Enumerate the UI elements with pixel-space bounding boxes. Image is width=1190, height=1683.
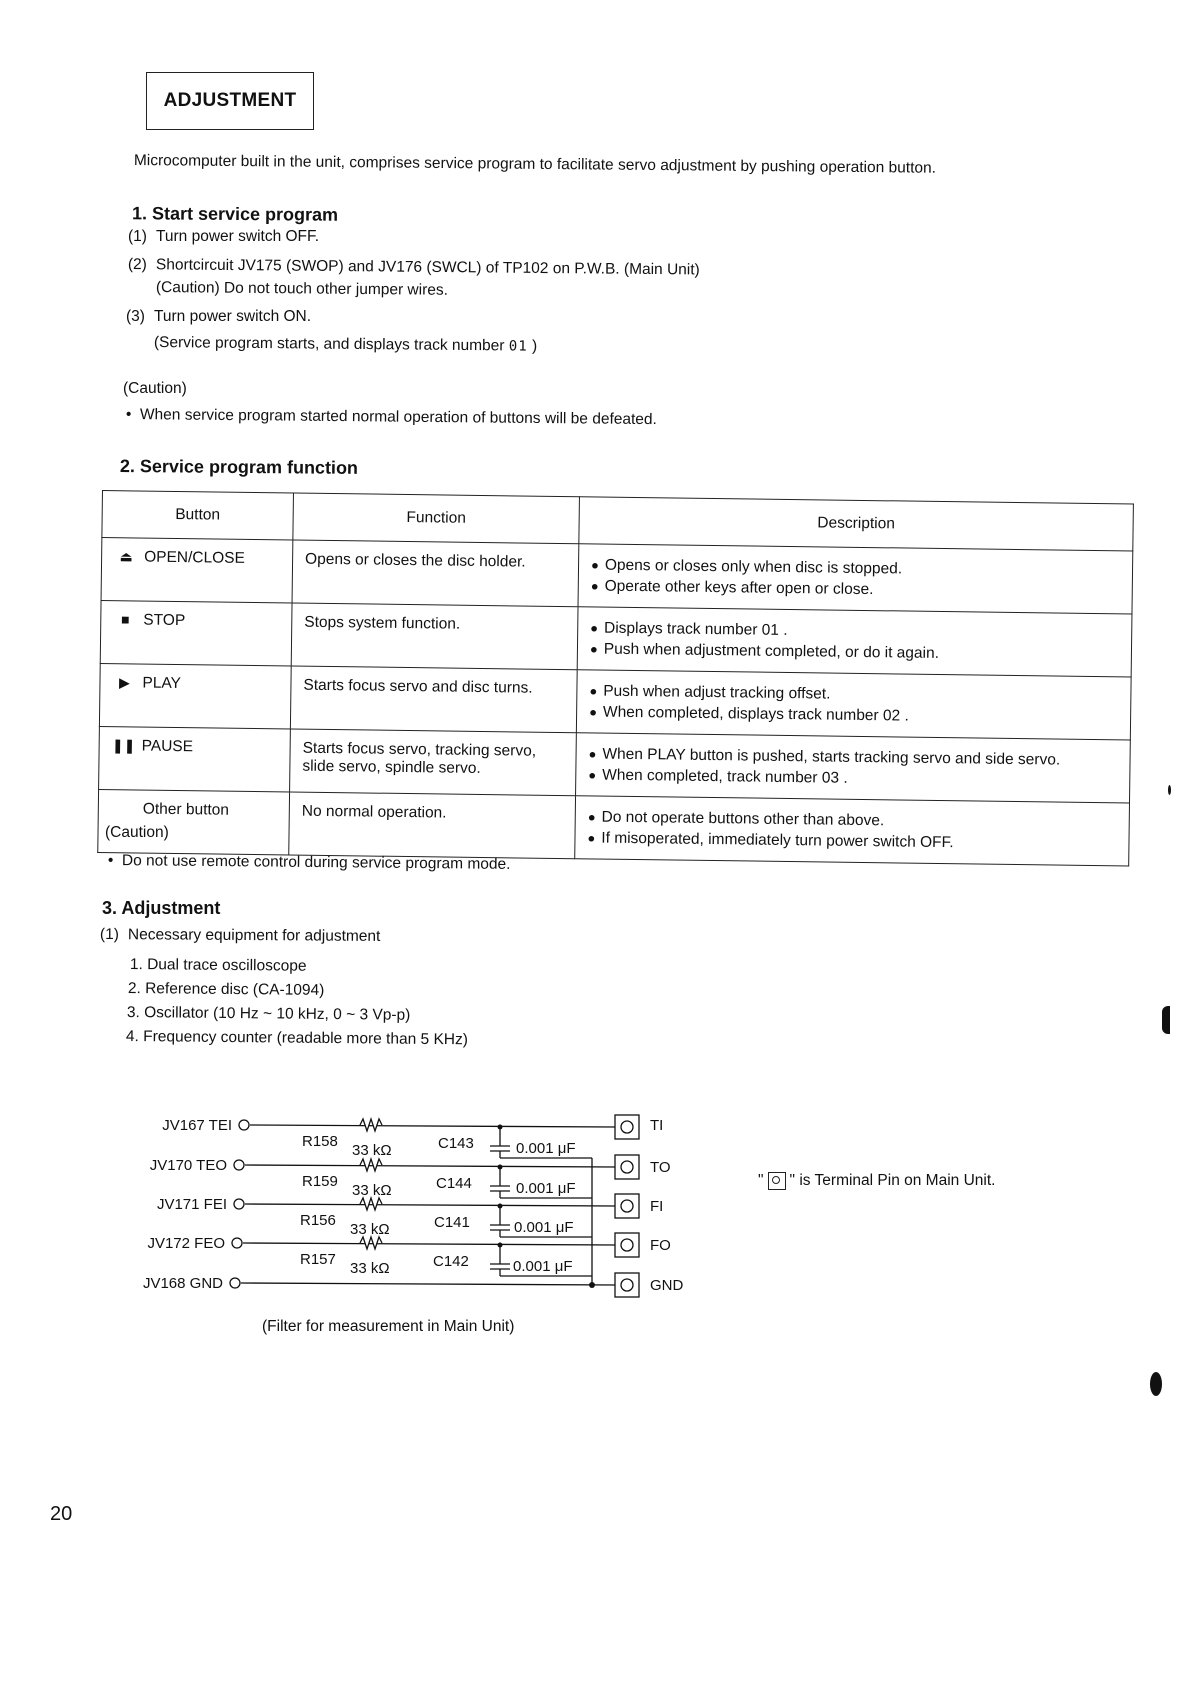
- stop-icon: ■: [120, 611, 130, 628]
- col-header-button: Button: [102, 491, 294, 540]
- capacitor-ref: C141: [434, 1214, 470, 1231]
- capacitor-ref: C143: [438, 1135, 474, 1152]
- scan-mark: [1168, 785, 1171, 795]
- function-cell: Stops system function.: [291, 603, 578, 670]
- col-header-function: Function: [293, 493, 580, 544]
- step-1: (1) Turn power switch OFF.: [128, 228, 320, 245]
- scan-mark: [1162, 1006, 1170, 1034]
- pause-icon: ❚❚: [111, 737, 136, 754]
- page-title: ADJUSTMENT: [146, 72, 314, 130]
- resistor-value: 33 kΩ: [352, 1182, 392, 1199]
- section3-heading: 3. Adjustment: [102, 898, 221, 918]
- step-3: (3) Turn power switch ON.: [126, 308, 312, 325]
- page-number: 20: [50, 1503, 73, 1525]
- track-number-display: 01: [508, 338, 528, 355]
- caution-2-title: (Caution): [105, 824, 169, 841]
- button-cell: Other button: [98, 789, 290, 854]
- input-label: JV172 FEO: [147, 1235, 225, 1252]
- caution-1-text: • When service program started normal operation of buttons will be defeated.: [125, 406, 657, 429]
- output-label: TI: [650, 1117, 664, 1134]
- capacitor-ref: C144: [436, 1175, 472, 1192]
- function-cell: No normal operation.: [289, 792, 576, 859]
- capacitor-value: 0.001 μF: [516, 1180, 576, 1197]
- function-cell: Opens or closes the disc holder.: [292, 540, 579, 607]
- intro-paragraph: Microcomputer built in the unit, comprises service program to facilitate servo adjustment by pushing operation button.: [133, 152, 937, 177]
- resistor-ref: R157: [300, 1251, 336, 1268]
- description-cell: ● Displays track number 01 . ● Push when adjustment completed, or do it again.: [577, 607, 1132, 677]
- service-function-table: [97, 490, 1134, 866]
- equipment-item: 2. Reference disc (CA-1094): [127, 980, 325, 999]
- section2-heading: 2. Service program function: [119, 456, 359, 478]
- caution-1-title: (Caution): [123, 380, 187, 397]
- step-2-caution: (Caution) Do not touch other jumper wires.: [155, 279, 449, 299]
- button-cell: ▶ PLAY: [99, 663, 291, 728]
- capacitor-value: 0.001 μF: [516, 1140, 576, 1157]
- section1-heading: 1. Start service program: [131, 203, 339, 225]
- input-label: JV168 GND: [142, 1275, 223, 1292]
- resistor-value: 33 kΩ: [352, 1142, 392, 1159]
- equipment-item: 4. Frequency counter (readable more than 5 KHz): [125, 1028, 469, 1049]
- caution-2-text: • Do not use remote control during service program mode.: [107, 852, 511, 873]
- eject-icon: ⏏: [119, 548, 133, 565]
- description-cell: ● Opens or closes only when disc is stopped. ● Operate other keys after open or close.: [578, 544, 1133, 614]
- output-label: FI: [650, 1198, 664, 1215]
- terminal-pin-icon: [768, 1172, 786, 1190]
- button-cell: ❚❚ PAUSE: [99, 726, 291, 791]
- input-label: JV171 FEI: [156, 1196, 227, 1213]
- resistor-value: 33 kΩ: [350, 1221, 390, 1238]
- resistor-ref: R156: [300, 1212, 336, 1229]
- description-cell: ● When PLAY button is pushed, starts tracking servo and side servo. ● When completed, track number 03 .: [576, 733, 1131, 803]
- equipment-heading: (1) Necessary equipment for adjustment: [99, 926, 381, 945]
- capacitor-value: 0.001 μF: [513, 1258, 573, 1275]
- equipment-item: 1. Dual trace oscilloscope: [129, 956, 307, 975]
- input-label: JV170 TEO: [149, 1157, 227, 1174]
- step-3-note: (Service program starts, and displays track number 01 ): [153, 334, 538, 355]
- resistor-ref: R159: [302, 1173, 338, 1190]
- diagram-caption: (Filter for measurement in Main Unit): [262, 1318, 515, 1335]
- function-cell: Starts focus servo and disc turns.: [290, 666, 577, 733]
- input-label: JV167 TEI: [162, 1117, 232, 1134]
- capacitor-ref: C142: [433, 1253, 469, 1270]
- description-cell: ● Do not operate buttons other than above. ● If misoperated, immediately turn power switch OFF.: [575, 796, 1130, 866]
- output-label: GND: [650, 1277, 684, 1294]
- filter-circuit-diagram: [120, 1100, 700, 1320]
- play-icon: ▶: [118, 674, 130, 691]
- capacitor-value: 0.001 μF: [514, 1219, 574, 1236]
- resistor-value: 33 kΩ: [350, 1260, 390, 1277]
- description-cell: ● Push when adjust tracking offset. ● When completed, displays track number 02 .: [576, 670, 1131, 740]
- col-header-description: Description: [579, 497, 1134, 551]
- scan-mark: [1150, 1372, 1162, 1396]
- function-cell: Starts focus servo, tracking servo, slide servo, spindle servo.: [290, 729, 577, 796]
- output-label: TO: [650, 1159, 671, 1176]
- step-2: (2) Shortcircuit JV175 (SWOP) and JV176 (SWCL) of TP102 on P.W.B. (Main Unit): [127, 256, 700, 279]
- equipment-item: 3. Oscillator (10 Hz ~ 10 kHz, 0 ~ 3 Vp-p): [126, 1004, 411, 1024]
- resistor-ref: R158: [302, 1133, 338, 1150]
- terminal-pin-note: " " is Terminal Pin on Main Unit.: [758, 1172, 996, 1190]
- output-label: FO: [650, 1237, 671, 1254]
- button-cell: ■ STOP: [100, 600, 292, 665]
- button-cell: ⏏ OPEN/CLOSE: [101, 538, 293, 603]
